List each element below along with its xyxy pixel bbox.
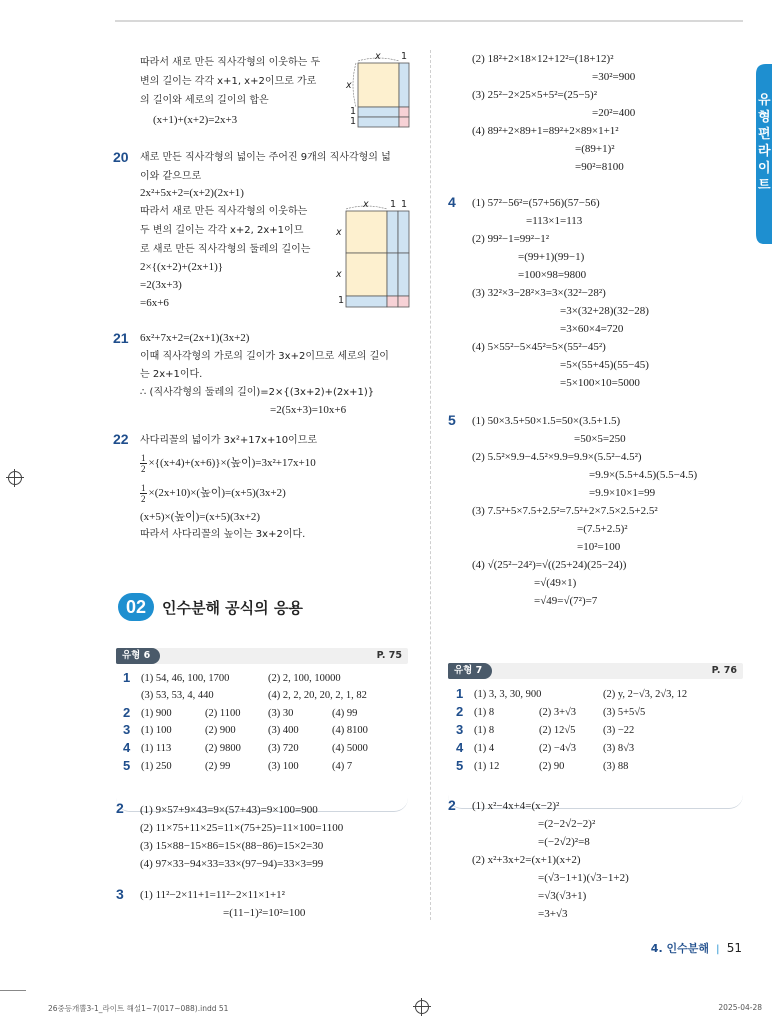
sol4-line: =(99+1)(99−1) [518,251,585,263]
type6-cell: (4) 99 [332,708,358,719]
type7-row-num: 2 [456,704,464,719]
type6-cell: (2) 1100 [205,708,241,719]
p19-line-1: 따라서 새로 만든 직사각형의 이웃하는 두 [140,57,321,68]
fig2-label-x: x [363,199,369,210]
sol2b-line: =√3(√3+1) [538,890,587,902]
sol3-cont-line: (3) 25²−2×25×5+5²=(25−5)² [472,89,598,101]
sol2b-line: (1) x²−4x+4=(x−2)² [472,800,560,812]
p20-line: 따라서 새로 만든 직사각형의 이웃하는 [140,206,308,217]
sol2b-line: =(2−2√2−2)² [538,818,596,830]
type7-page: P. 76 [711,665,737,676]
sol5-line: =9.9×(5.5+4.5)(5.5−4.5) [589,469,698,481]
type7-cell: (2) 12√5 [539,725,576,736]
type7-cell: (2) 90 [539,761,565,772]
sol3-line: =(11−1)²=10²=100 [223,907,306,919]
p21-line: =2(5x+3)=10x+6 [270,404,347,416]
type6-row-num: 4 [123,740,131,755]
solution-number-2b: 2 [448,797,456,813]
type6-cell: (4) 5000 [332,743,368,754]
p22-line: 사다리꼴의 넓이가 3x²+17x+10이므로 [140,435,318,446]
sol5-line: (1) 50×3.5+50×1.5=50×(3.5+1.5) [472,415,621,427]
type6-header [116,648,408,664]
fig1-label-x: x [375,51,381,62]
side-tab [756,64,772,244]
type6-cell: (3) 53, 53, 4, 440 [141,690,214,701]
p22-line-frac-2: $\frac{1}{2}$ ×(2x+10)×(높이)=(x+5)(3x+2) [141,482,286,504]
type6-row-num: 2 [123,705,131,720]
type7-cell: (3) −22 [603,725,635,736]
sol2b-line: =3+√3 [538,908,568,920]
fig1-label-1: 1 [401,51,408,62]
type7-row-num: 5 [456,758,464,773]
type7-badge: 유형 7 [448,663,492,679]
sol5-line: =50×5=250 [574,433,626,445]
solution-number-4: 4 [448,194,456,210]
type6-cell: (4) 8100 [332,725,368,736]
print-date: 2025-04-28 [718,1003,762,1012]
type6-row-num: 5 [123,758,131,773]
sol3-cont-line: =30²=900 [592,71,636,83]
sol5-line: =(7.5+2.5)² [577,523,628,535]
type7-cell: (2) −4√3 [539,743,577,754]
p20-line: 로 새로 만든 직사각형의 둘레의 길이는 [140,244,311,255]
fig2-label-1b: 1 [401,199,408,210]
type6-cell: (2) 900 [205,725,236,736]
p21-line: 이때 직사각형의 가로의 길이가 3x+2이므로 세로의 길이 [140,351,389,362]
fraction-half: $\frac{1}{2}$ [141,452,146,474]
type7-row-num: 3 [456,722,464,737]
problem-number-20: 20 [113,149,129,165]
footer-chapter: 4. 인수분해 [650,942,709,955]
type7-cell: (3) 88 [603,761,629,772]
fig2-label-1a: 1 [390,199,397,210]
type6-cell: (1) 54, 46, 100, 1700 [141,673,230,684]
type6-cell: (2) 99 [205,761,231,772]
solution-number-5: 5 [448,412,456,428]
sol2-line: (1) 9×57+9×43=9×(57+43)=9×100=900 [140,804,318,816]
type6-row-num: 3 [123,722,131,737]
fig1-label-left-1b: 1 [350,116,357,127]
sol2-line: (4) 97×33−94×33=33×(97−94)=33×3=99 [140,858,324,870]
p20-line: 두 변의 길이는 각각 x+2, 2x+1이므 [140,225,304,236]
type6-cell: (3) 100 [268,761,299,772]
type6-cell: (1) 250 [141,761,172,772]
p21-line: ∴ (직사각형의 둘레의 길이)=2×{(3x+2)+(2x+1)} [140,387,375,398]
type7-cell: (1) 3, 3, 30, 900 [474,689,542,700]
registration-mark-icon [8,471,22,485]
sol3-cont-line: (2) 18²+2×18×12+12²=(18+12)² [472,53,614,65]
sol3-cont-line: =90²=8100 [575,161,624,173]
sol2-line: (3) 15×88−15×86=15×(88−86)=15×2=30 [140,840,324,852]
type6-cell: (3) 720 [268,743,299,754]
fraction-half: $\frac{1}{2}$ [141,482,146,504]
type7-cell: (1) 12 [474,761,500,772]
p21-line: 는 2x+1이다. [140,369,203,380]
type7-cell: (2) 3+√3 [539,707,577,718]
type6-badge: 유형 6 [116,648,160,664]
area-figure-1 [342,51,414,135]
p22-line: (x+5)×(높이)=(x+5)(3x+2) [140,511,261,523]
sol4-line: =113×1=113 [526,215,583,227]
sol5-line: =9.9×10×1=99 [589,487,656,499]
sol4-line: (1) 57²−56²=(57+56)(57−56) [472,197,600,209]
type7-cell: (3) 5+5√5 [603,707,646,718]
type6-cell: (4) 2, 2, 20, 20, 2, 1, 82 [268,690,367,701]
fig1-label-left-x: x [346,80,352,91]
sol2b-line: =(√3−1+1)(√3−1+2) [538,872,629,884]
type6-page: P. 75 [376,650,402,661]
sol5-line: =10²=100 [577,541,621,553]
sol4-line: =100×98=9800 [518,269,587,281]
p21-line: 6x²+7x+2=(2x+1)(3x+2) [140,332,250,344]
column-separator [430,50,432,920]
type7-header [448,663,743,679]
p20-line: =2(3x+3) [140,279,182,291]
sol5-line: (3) 7.5²+5×7.5+2.5²=7.5²+2×7.5×2.5+2.5² [472,505,658,517]
p20-line: 이와 같으므로 [140,171,202,182]
sol3-cont-line: =20²=400 [592,107,636,119]
p19-line-2: 변의 길이는 각각 x+1, x+2이므로 가로 [140,76,317,87]
problem-number-22: 22 [113,431,129,447]
p19-line-3: 의 길이와 세로의 길이의 합은 [140,95,269,106]
fig1-label-left-1a: 1 [350,106,357,117]
sol5-line: =√49=√(7²)=7 [534,595,598,607]
type7-row-num: 4 [456,740,464,755]
file-name: 26중등개뿔3-1_라이트 해설1~7(017~088).indd 51 [48,1004,229,1013]
type7-cell: (2) y, 2−√3, 2√3, 12 [603,689,688,700]
type6-cell: (3) 30 [268,708,294,719]
type6-cell: (2) 2, 100, 10000 [268,673,341,684]
section-number-badge: 02 [118,593,154,621]
fig2-label-left-1: 1 [338,295,345,306]
sol4-line: (2) 99²−1=99²−1² [472,233,550,245]
type6-cell: (1) 900 [141,708,172,719]
sol2-line: (2) 11×75+11×25=11×(75+25)=11×100=1100 [140,822,344,834]
sol4-line: =3×60×4=720 [560,323,624,335]
problem-number-21: 21 [113,330,129,346]
sol5-line: =√(49×1) [534,577,577,589]
type6-row-num: 1 [123,670,131,685]
registration-mark-icon [415,1000,429,1014]
fig2-label-left-x1: x [336,227,342,238]
type7-cell: (1) 4 [474,743,495,754]
crop-mark [0,990,26,991]
type7-cell: (3) 8√3 [603,743,635,754]
p22-line-frac-1: $\frac{1}{2}$ ×{(x+4)+(x+6)}×(높이)=3x²+17x+10 [141,452,316,474]
sol5-line: (4) √(25²−24²)=√((25+24)(25−24)) [472,559,627,571]
section-title: 인수분해 공식의 응용 [162,598,303,617]
sol3-cont-line: (4) 89²+2×89+1=89²+2×89×1+1² [472,125,619,137]
p22-line: 따라서 사다리꼴의 높이는 3x+2이다. [140,529,306,540]
p20-line: 2x²+5x+2=(x+2)(2x+1) [140,187,244,199]
area-figure-2 [332,199,416,311]
p19-line-4: (x+1)+(x+2)=2x+3 [153,114,238,126]
section-heading [118,592,303,622]
type6-cell: (3) 400 [268,725,299,736]
type7-row-num: 1 [456,686,464,701]
fig2-label-left-x2: x [336,269,342,280]
sol4-line: =5×100×10=5000 [560,377,640,389]
sol4-line: =5×(55+45)(55−45) [560,359,649,371]
sol3-cont-line: =(89+1)² [575,143,615,155]
p20-line: =6x+6 [140,297,169,309]
sol5-line: (2) 5.5²×9.9−4.5²×9.9=9.9×(5.5²−4.5²) [472,451,642,463]
sol3-line: (1) 11²−2×11+1=11²−2×11×1+1² [140,889,285,901]
footer-page-number: 51 [726,941,742,955]
sol4-line: (3) 32²×3−28²×3=3×(32²−28²) [472,287,606,299]
side-tab-label: 유형편 라이트 [758,93,771,193]
type6-cell: (1) 113 [141,743,172,754]
solution-number-3: 3 [116,886,124,902]
sol4-line: =3×(32+28)(32−28) [560,305,649,317]
solution-number-2: 2 [116,800,124,816]
type6-cell: (4) 7 [332,761,353,772]
top-rule [115,20,743,22]
sol2b-line: (2) x²+3x+2=(x+1)(x+2) [472,854,581,866]
type6-answer-box [116,666,408,812]
p20-line: 2×{(x+2)+(2x+1)} [140,261,224,273]
page-footer: 4. 인수분해 | 51 [650,941,742,955]
p20-line: 새로 만든 직사각형의 넓이는 주어진 9개의 직사각형의 넓 [140,152,391,163]
type6-cell: (1) 100 [141,725,172,736]
sol4-line: (4) 5×55²−5×45²=5×(55²−45²) [472,341,606,353]
type7-cell: (1) 8 [474,707,495,718]
type7-cell: (1) 8 [474,725,495,736]
sol2b-line: =(−2√2)²=8 [538,836,590,848]
type6-cell: (2) 9800 [205,743,241,754]
